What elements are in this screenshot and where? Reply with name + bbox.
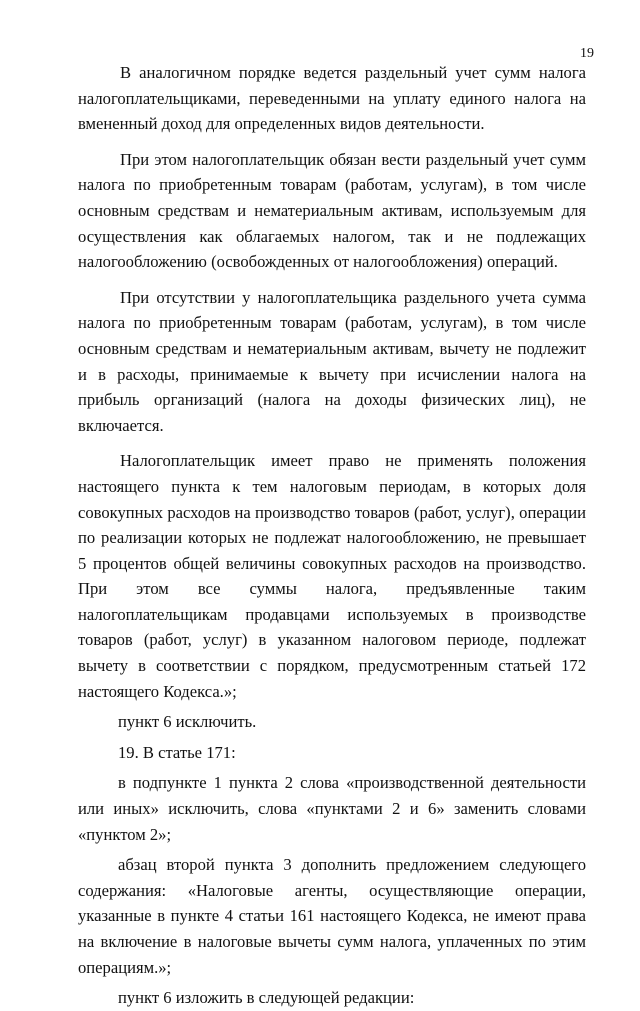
article-heading: 19. В статье 171: (118, 742, 236, 762)
paragraph: пункт 6 исключить. (118, 712, 257, 732)
paragraph: пункт 6 изложить в следующей редакции: (118, 988, 415, 1008)
paragraph: В аналогичном порядке ведется раздельный учет сумм налога налогоплательщиками, переведенными на уплату единого налога на вмененный доход для определенных видов деятельности. (78, 63, 586, 134)
document-body (78, 60, 586, 1011)
page-number: 19 (580, 46, 594, 61)
paragraph: Налогоплательщик имеет право не применять положения настоящего пункта к тем налоговым периодам, в которых доля совокупных расходов на производство товаров (работ, услуг), операции по реализации которых не подлежат налогообложению, не превышает 5 процентов общей величины совокупных расходов на производство. При этом все суммы налога, предъявленные таким налогоплательщикам продавцами используемых в производстве товаров (работ, услуг) в указанном налоговом периоде, подлежат вычету в соответствии с порядком, предусмотренным статьей 172 настоящего Кодекса.»; (78, 451, 586, 701)
paragraph: абзац второй пункта 3 дополнить предложением следующего содержания: «Налоговые агенты, осуществляющие операции, указанные в пункте 4 статьи 161 настоящего Кодекса, не имеют права на включение в налоговые вычеты сумм налога, уплаченных по этим операциям.»; (78, 855, 586, 977)
paragraph: в подпункте 1 пункта 2 слова «производственной деятельности или иных» исключить, слова «пунктами 2 и 6» заменить словами «пунктом 2»; (78, 773, 586, 844)
paragraph: При этом налогоплательщик обязан вести раздельный учет сумм налога по приобретенным товарам (работам, услугам), в том числе основным средствам и нематериальным активам, используемым для осуществления как облагаемых налогом, так и не подлежащих налогообложению (освобожденных от налогообложения) операций. (78, 149, 586, 272)
paragraph: При отсутствии у налогоплательщика раздельного учета сумма налога по приобретенным товарам (работам, услугам), в том числе основным средствам и нематериальным активам, вычету не подлежит и в расходы, принимаемые к вычету при исчислении налога на прибыль организаций (налога на доходы физических лиц), не включается. (78, 287, 586, 435)
